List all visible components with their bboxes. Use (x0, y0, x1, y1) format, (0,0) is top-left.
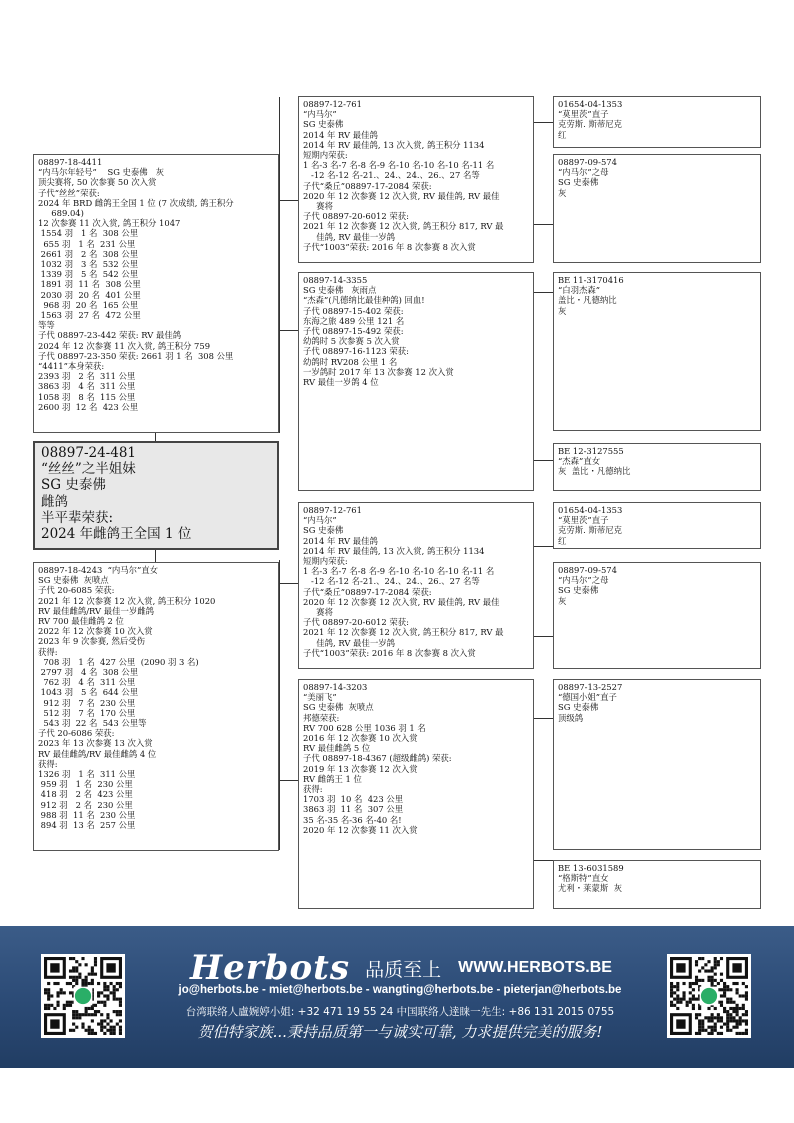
text-line: “格斯特”直女 (558, 873, 609, 884)
brand-slogan: 品质至上 (365, 958, 442, 981)
dam-lines (38, 565, 274, 830)
sire-card (33, 154, 279, 433)
grandsire-sire-side-card (298, 96, 534, 263)
text-line: 08897-12-761 (303, 99, 362, 109)
text-line: 2019 年 13 次参赛 12 次入赏 (303, 763, 418, 774)
text-line: 968 羽 20 名 165 公里 (38, 299, 139, 310)
great-grandparent-7-lines (558, 682, 756, 723)
text-line: SG 史泰佛 (558, 702, 599, 713)
text-line: 1339 羽 5 名 542 公里 (38, 269, 139, 280)
text-line: RV 700 628 公里 1036 羽 1 名 (303, 722, 426, 733)
great-grandparent-6-lines (558, 565, 756, 606)
grandsire-dam-side-lines (303, 505, 529, 658)
phone-contacts: 台湾联络人盧婉婷小姐: +32 471 19 55 24 中国联络人逹睐一先生: +86 131 2015 0755 (185, 1006, 615, 1018)
text-line: 获得: (303, 784, 323, 795)
text-line: 短期内荣获: (303, 150, 348, 161)
text-line: 912 羽 2 名 230 公里 (38, 799, 133, 810)
connector-g6 (534, 636, 553, 637)
text-line: 2024 年 12 次参赛 11 次入赏, 鸽王积分 759 (38, 340, 211, 351)
great-grandparent-2-card (553, 154, 761, 263)
connector-main-sire (155, 433, 156, 441)
brand-logo: Herbots (190, 948, 350, 988)
text-line: -12 名-12 名-21.、24.、24.、26.、27 名等 (303, 576, 480, 587)
text-line: RV 最佳雌鸽/RV 最佳雌鸽 4 位 (38, 748, 157, 759)
text-line: BE 12-3127555 (558, 446, 624, 456)
text-line: 2020 年 12 次参赛 12 次入赏, RV 最佳鸽, RV 最佳 (303, 596, 500, 607)
text-line: 邦德荣获: (303, 712, 340, 723)
text-line: 顶级鸽 (558, 712, 584, 723)
text-line: 灰 (558, 305, 567, 316)
text-line: 赛将 (303, 607, 334, 618)
text-line: SG 史泰佛 (558, 177, 599, 188)
text-line: 08897-14-3203 (303, 682, 368, 692)
text-line: 半平辈荣获: (41, 509, 114, 526)
connector-dam-gp (279, 560, 280, 850)
granddam-sire-side-lines (303, 275, 529, 387)
text-line: 655 羽 1 名 231 公里 (38, 238, 136, 249)
text-line: 689.04) (38, 208, 84, 219)
text-line: “莫里茨”直子 (558, 515, 609, 526)
text-line: 2021 年 12 次参赛 12 次入赏, 鸽王积分 817, RV 最 (303, 627, 504, 638)
text-line: BE 11-3170416 (558, 275, 624, 285)
connector-dam-gp-bot (279, 780, 298, 781)
text-line: 2024 年 BRD 雌鸽王全国 1 位 (7 次成绩, 鸽王积分 (38, 197, 234, 208)
text-line: 子代“1003”荣获: 2016 年 8 次参赛 8 次入赏 (303, 647, 476, 658)
text-line: 克劳斯. 斯蒂尼克 (558, 525, 622, 536)
text-line: 2016 年 12 次参赛 10 次入赏 (303, 733, 418, 744)
text-line: 一岁鸽时 2017 年 13 次参赛 12 次入赏 (303, 366, 454, 377)
text-line: SG 史泰佛 (41, 477, 106, 494)
text-line: 1043 羽 5 名 644 公里 (38, 687, 139, 698)
text-line: 2014 年 RV 最佳鸽, 13 次入赏, 鸽王积分 1134 (303, 139, 485, 150)
grandsire-sire-side-lines (303, 99, 529, 252)
text-line: 获得: (38, 758, 58, 769)
text-line: 894 羽 13 名 257 公里 (38, 820, 136, 831)
great-grandparent-1-card (553, 96, 761, 148)
text-line: 1 名-3 名-7 名-8 名-9 名-10 名-10 名-10 名-11 名 (303, 160, 495, 171)
great-grandparent-4-lines (558, 446, 756, 477)
text-line: 2030 羽 20 名 401 公里 (38, 289, 141, 300)
text-line: 子代 20-6086 荣获: (38, 728, 115, 739)
text-line: 子代“丝丝”荣获: (38, 187, 100, 198)
connector-g4 (534, 460, 553, 461)
text-line: 08897-24-481 (41, 445, 137, 461)
text-line: 等等 (38, 320, 55, 331)
footer-motto: 贺伯特家族...秉持品质第一与诚实可靠, 力求提供完美的服务! (197, 1023, 603, 1041)
text-line: 418 羽 2 名 423 公里 (38, 789, 133, 800)
connector-sire-gp-bot (279, 330, 298, 331)
text-line: 子代“桑丘”08897-17-2084 荣获: (303, 180, 432, 191)
connector-g5 (534, 546, 553, 547)
text-line: 988 羽 11 名 230 公里 (38, 809, 136, 820)
connector-g1 (534, 122, 553, 123)
text-line: 35 名-35 名-36 名-40 名! (303, 814, 402, 825)
connector-sire-gp (279, 97, 280, 433)
email-contacts[interactable]: jo@herbots.be - miet@herbots.be - wangting@herbots.be - pieterjan@herbots.be (178, 984, 622, 996)
text-line: RV 700 最佳雌鸽 2 位 (38, 616, 124, 627)
text-line: “内马尔”之母 (558, 167, 609, 178)
qr-code-left-graphic (44, 957, 122, 1035)
great-grandparent-6-card (553, 562, 761, 669)
text-line: SG 史泰佛 灰雨点 (303, 285, 377, 296)
text-line: 3863 羽 11 名 307 公里 (303, 804, 404, 815)
text-line: 幼鸽时 5 次参赛 5 次入赏 (303, 336, 400, 347)
text-line: 2023 年 13 次参赛 13 次入赏 (38, 738, 153, 749)
connector-sire-gp-top (279, 200, 298, 201)
text-line: 灰 盖比・凡德纳比 (558, 466, 631, 477)
text-line: 912 羽 7 名 230 公里 (38, 697, 136, 708)
text-line: 08897-18-4243 “内马尔”直女 (38, 565, 159, 575)
text-line: 708 羽 1 名 427 公里 (2090 羽 3 名) (38, 656, 199, 667)
text-line: 08897-13-2527 (558, 682, 623, 692)
text-line: 2014 年 RV 最佳鸽, 13 次入赏, 鸽王积分 1134 (303, 545, 485, 556)
text-line: 08897-12-761 (303, 505, 362, 515)
text-line: 08897-09-574 (558, 157, 617, 167)
great-grandparent-5-lines (558, 505, 756, 546)
text-line: 2024 年雌鸽王全国 1 位 (41, 526, 192, 543)
text-line: “内马尔”之母 (558, 575, 609, 586)
text-line: 短期内荣获: (303, 556, 348, 567)
dam-card (33, 562, 279, 851)
text-line: 尤利・莱蒙斯 灰 (558, 883, 622, 894)
text-line: 子代 08897-23-442 荣获: RV 最佳鸽 (38, 330, 182, 341)
text-line: 2661 羽 2 名 308 公里 (38, 248, 139, 259)
text-line: SG 史泰佛 (303, 525, 344, 536)
text-line: 佳鸽, RV 最佳一岁鸽 (303, 231, 395, 242)
text-line: “内马尔” (303, 109, 337, 120)
text-line: 762 羽 4 名 311 公里 (38, 677, 136, 688)
text-line: -12 名-12 名-21.、24.、24.、26.、27 名等 (303, 170, 480, 181)
text-line: 子代 08897-16-1123 荣获: (303, 346, 409, 357)
text-line: 灰 (558, 595, 567, 606)
text-line: “白羽杰森” (558, 285, 601, 296)
text-line: 1891 羽 11 名 308 公里 (38, 279, 141, 290)
text-line: SG 史泰佛 灰喷点 (38, 575, 109, 586)
text-line: 2023 年 9 次参赛, 然后受伤 (38, 636, 145, 647)
text-line: 1058 羽 8 名 115 公里 (38, 391, 136, 402)
granddam-dam-side-card (298, 679, 534, 909)
text-line: 2014 年 RV 最佳鸽 (303, 535, 378, 546)
connector-g2 (534, 224, 553, 225)
text-line: 克劳斯. 斯蒂尼克 (558, 119, 622, 130)
grandsire-dam-side-card (298, 502, 534, 669)
text-line: 08897-18-4411 (38, 157, 103, 167)
great-grandparent-3-lines (558, 275, 756, 316)
connector-main-dam (155, 550, 156, 562)
text-line: 2797 羽 4 名 308 公里 (38, 667, 139, 678)
great-grandparent-2-lines (558, 157, 756, 198)
text-line: 12 次参赛 11 次入赏, 鸽王积分 1047 (38, 218, 181, 229)
text-line: 1563 羽 27 名 472 公里 (38, 310, 141, 321)
text-line: 红 (558, 129, 567, 140)
text-line: “4411”本身荣获: (38, 361, 105, 372)
text-line: 子代“桑丘”08897-17-2084 荣获: (303, 586, 432, 597)
text-line: “丝丝”之半姐妹 (41, 461, 136, 478)
text-line: 子代“1003”荣获: 2016 年 8 次参赛 8 次入赏 (303, 241, 476, 252)
text-line: 2600 羽 12 名 423 公里 (38, 401, 139, 412)
text-line: 959 羽 1 名 230 公里 (38, 779, 133, 790)
text-line: 获得: (38, 646, 58, 657)
text-line: SG 史泰佛 灰喷点 (303, 702, 374, 713)
text-line: 2020 年 12 次参赛 11 次入赏 (303, 824, 418, 835)
qr-code-right[interactable] (667, 954, 751, 1038)
text-line: 子代 08897-20-6012 荣获: (303, 617, 409, 628)
text-line: 512 羽 7 名 170 公里 (38, 707, 136, 718)
text-line: 幼鸽时 RV208 公里 1 名 (303, 356, 398, 367)
text-line: 红 (558, 535, 567, 546)
great-grandparent-7-card (553, 679, 761, 850)
text-line: 2021 年 12 次参赛 12 次入赏, 鸽王积分 817, RV 最 (303, 221, 504, 232)
text-line: RV 最佳雌鸽/RV 最佳一岁雌鸽 (38, 605, 155, 616)
great-grandparent-4-card (553, 443, 761, 491)
text-line: 盖比・凡德纳比 (558, 295, 617, 306)
text-line: 01654-04-1353 (558, 505, 623, 515)
text-line: 1326 羽 1 名 311 公里 (38, 769, 136, 780)
text-line: 543 羽 22 名 543 公里等 (38, 718, 147, 729)
text-line: SG 史泰佛 (303, 119, 344, 130)
text-line: 子代 08897-23-350 荣获: 2661 羽 1 名 308 公里 (38, 350, 234, 361)
text-line: 雌鸽 (41, 493, 68, 510)
website-link[interactable]: WWW.HERBOTS.BE (458, 959, 612, 976)
great-grandparent-1-lines (558, 99, 756, 140)
text-line: 子代 08897-20-6012 荣获: (303, 211, 409, 222)
connector-g8 (534, 860, 553, 861)
text-line: 1032 羽 3 名 532 公里 (38, 259, 139, 270)
brand-row (190, 948, 620, 988)
text-line: RV 雌鸽王 1 位 (303, 773, 362, 784)
text-line: 1703 羽 10 名 423 公里 (303, 794, 404, 805)
main-pigeon-lines (41, 445, 271, 542)
text-line: 3863 羽 4 名 311 公里 (38, 381, 136, 392)
text-line: “内马尔” (303, 515, 337, 526)
text-line: 2021 年 12 次参赛 12 次入赏, 鸽王积分 1020 (38, 595, 216, 606)
footer-banner (0, 926, 794, 1068)
great-grandparent-3-card (553, 272, 761, 431)
text-line: 赛将 (303, 201, 334, 212)
text-line: 08897-14-3355 (303, 275, 368, 285)
sire-lines (38, 157, 274, 412)
great-grandparent-8-card (553, 860, 761, 909)
text-line: SG 史泰佛 (558, 585, 599, 596)
text-line: “莫里茨”直子 (558, 109, 609, 120)
text-line: 2022 年 12 次参赛 10 次入赏 (38, 626, 153, 637)
text-line: “德国小姐”直子 (558, 692, 617, 703)
text-line: “美丽飞” (303, 692, 337, 703)
text-line: 2393 羽 2 名 311 公里 (38, 371, 136, 382)
text-line: 顶尖赛将, 50 次参赛 50 次入赏 (38, 177, 157, 188)
text-line: 1554 羽 1 名 308 公里 (38, 228, 139, 239)
text-line: RV 最佳一岁鸽 4 位 (303, 377, 379, 388)
text-line: 08897-09-574 (558, 565, 617, 575)
text-line: 01654-04-1353 (558, 99, 623, 109)
great-grandparent-8-lines (558, 863, 756, 894)
text-line: 子代 08897-18-4367 (超级雌鸽) 荣获: (303, 753, 452, 764)
great-grandparent-5-card (553, 502, 761, 549)
text-line: 东海之旅 489 公里 121 名 (303, 315, 405, 326)
granddam-dam-side-lines (303, 682, 529, 835)
connector-g7 (534, 718, 553, 719)
text-line: BE 13-6031589 (558, 863, 624, 873)
text-line: 子代 08897-15-492 荣获: (303, 326, 404, 337)
text-line: “内马尔年轻号” SG 史泰佛 灰 (38, 167, 165, 178)
text-line: 佳鸽, RV 最佳一岁鸽 (303, 637, 395, 648)
text-line: “杰森”(凡德纳比最佳种鸽) 回血! (303, 295, 425, 306)
text-line: “杰森”直女 (558, 456, 601, 467)
main-pigeon-card (33, 441, 279, 550)
text-line: 子代 20-6085 荣获: (38, 585, 115, 596)
connector-g3 (534, 292, 553, 293)
qr-code-left[interactable] (41, 954, 125, 1038)
text-line: 2020 年 12 次参赛 12 次入赏, RV 最佳鸽, RV 最佳 (303, 190, 500, 201)
text-line: 2014 年 RV 最佳鸽 (303, 129, 378, 140)
text-line: RV 最佳雌鸽 5 位 (303, 743, 371, 754)
connector-dam-gp-top (279, 583, 298, 584)
text-line: 1 名-3 名-7 名-8 名-9 名-10 名-10 名-10 名-11 名 (303, 566, 495, 577)
text-line: 子代 08897-15-402 荣获: (303, 305, 404, 316)
granddam-sire-side-card (298, 272, 534, 491)
text-line: 灰 (558, 187, 567, 198)
qr-code-right-graphic (670, 957, 748, 1035)
